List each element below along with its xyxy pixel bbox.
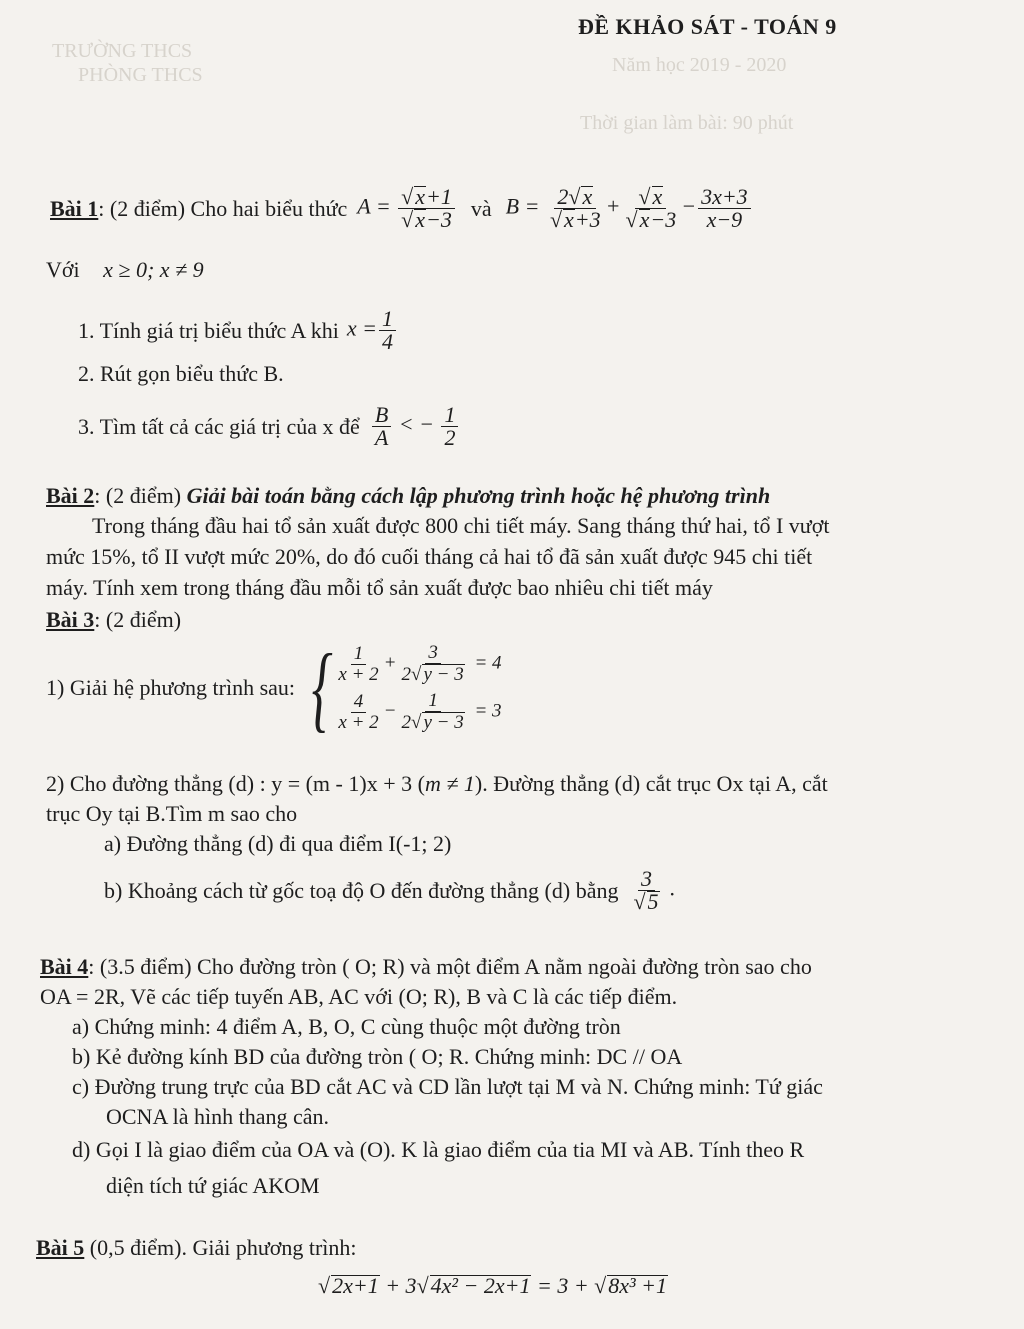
bai5-heading-line [36,1234,357,1262]
bai5-label: Bài 5 [36,1235,85,1260]
faint-dept-line: PHÒNG THCS [78,64,203,86]
bai2-points: : (2 điểm) [94,483,182,508]
bai1-label: Bài 1 [50,195,99,221]
faint-time-line: Thời gian làm bài: 90 phút [580,112,794,134]
bai4-item-d: d) Gọi I là giao điểm của OA và (O). K là giao điểm của tia MI và AB. Tính theo R [72,1137,805,1162]
bai4-points: : (3.5 điểm) Cho đường tròn ( O; R) và một điểm A nằm ngoài đường tròn sao cho [88,954,812,979]
bai3-part2-a: a) Đường thẳng (d) đi qua điểm I(-1; 2) [104,831,452,856]
bai2-line-2: mức 15%, tổ II vượt mức 20%, do đó cuối tháng cả hai tổ đã sản xuất được 945 chi tiết [46,544,813,569]
bai3-part2-b [104,868,676,913]
bai3-part1-text: 1) Giải hệ phương trình sau: [46,675,296,700]
bai3-part2-line1 [46,770,828,798]
bai1-item-1-text: 1. Tính giá trị biểu thức A khi [78,317,339,343]
bai1-condition [46,256,204,284]
distance-value: $\frac{3}{√5}$ . [633,866,676,914]
faint-year-line: Năm học 2019 - 2020 [612,54,787,76]
expr-B: B = $\frac{2√x}{√x+3}$ + $\frac{√x}{√x-3}$ − $\frac{3x+3}{x-9}$ [506,186,753,231]
bai3-label: Bài 3 [46,607,95,632]
bai3-part2-line2: trục Oy tại B.Tìm m sao cho [46,801,298,826]
bai3-points: : (2 điểm) [94,607,182,632]
bai2-label: Bài 2 [46,483,95,508]
bai1-and: và [470,195,492,221]
bai1-item-2: 2. Rút gọn biểu thức B. [78,361,284,386]
faint-school-line: TRƯỜNG THCS [52,40,193,62]
system-eq-2: $\frac{4}{x + 2}$ − $\frac{1}{2√ y - 3}$ = 3 [338,690,502,733]
bai1-points: : (2 điểm) Cho hai biểu thức [98,195,348,221]
bai3-heading-line [46,606,181,634]
ratio-inequality: $\frac{B}{A}$ < − $\frac{1}{2}$ [370,404,461,449]
bai4-line-2: OA = 2R, Vẽ các tiếp tuyến AB, AC với (O; R), B và C là các tiếp điểm. [40,984,678,1009]
bai3-part2-b-text: b) Khoảng cách từ gốc toạ độ O đến đường thẳng (d) bằng [104,877,619,903]
bai4-item-b: b) Kẻ đường kính BD của đường tròn ( O; R. Chứng minh: DC // OA [72,1044,683,1069]
bai1-heading-line [50,186,753,231]
system-eq-1: $\frac{1}{x + 2}$ + $\frac{3}{2√ y - 3}$ = 4 [338,642,502,685]
bai4-item-d-cont: diện tích tứ giác AKOM [106,1173,320,1198]
m-condition: m ≠ 1 [424,771,475,796]
bai4-item-c-cont: OCNA là hình thang cân. [106,1104,330,1129]
system-brace: { [311,634,333,741]
bai1-item-3-text: 3. Tìm tất cả các giá trị của x để [78,413,360,439]
bai2-line-1: Trong tháng đầu hai tổ sản xuất được 800 chi tiết máy. Sang tháng thứ hai, tổ I vượt [92,513,830,538]
bai4-heading-line [40,953,812,981]
expr-A: A = $\frac{√x+1}{√x-3}$ [357,186,457,231]
bai4-label: Bài 4 [40,954,89,979]
bai5-points: (0,5 điểm). Giải phương trình: [84,1235,357,1260]
condition-expr: x ≥ 0; x ≠ 9 [103,257,204,282]
condition-prefix: Với [46,257,80,282]
bai2-heading-line [46,482,770,510]
x-value-expr: x = $\frac{1}{4}$ [347,308,398,353]
bai3-part1 [46,634,502,741]
exam-title: ĐỀ KHẢO SÁT - TOÁN 9 [578,14,837,39]
bai4-item-c: c) Đường trung trực của BD cắt AC và CD lần lượt tại M và N. Chứng minh: Tứ giác [72,1074,823,1099]
bai1-item-3 [78,404,460,449]
part2-line1-b: ). Đường thẳng (d) cắt trục Ox tại A, cắt [474,771,828,796]
bai2-line-3: máy. Tính xem trong tháng đầu mỗi tổ sản xuất được bao nhiêu chi tiết máy [46,575,713,600]
part2-line1-a: 2) Cho đường thẳng (d) : y = (m - 1)x + 3 ( [46,771,425,796]
bai4-item-a: a) Chứng minh: 4 điểm A, B, O, C cùng thuộc một đường tròn [72,1014,621,1039]
equation-system [303,634,502,741]
bai1-item-1 [78,308,398,353]
bai2-instruction: Giải bài toán bằng cách lập phương trình hoặc hệ phương trình [186,483,771,508]
bai5-equation: √2x+1 + 3√4x² − 2x+1 = 3 + √8x³ +1 [318,1273,667,1298]
